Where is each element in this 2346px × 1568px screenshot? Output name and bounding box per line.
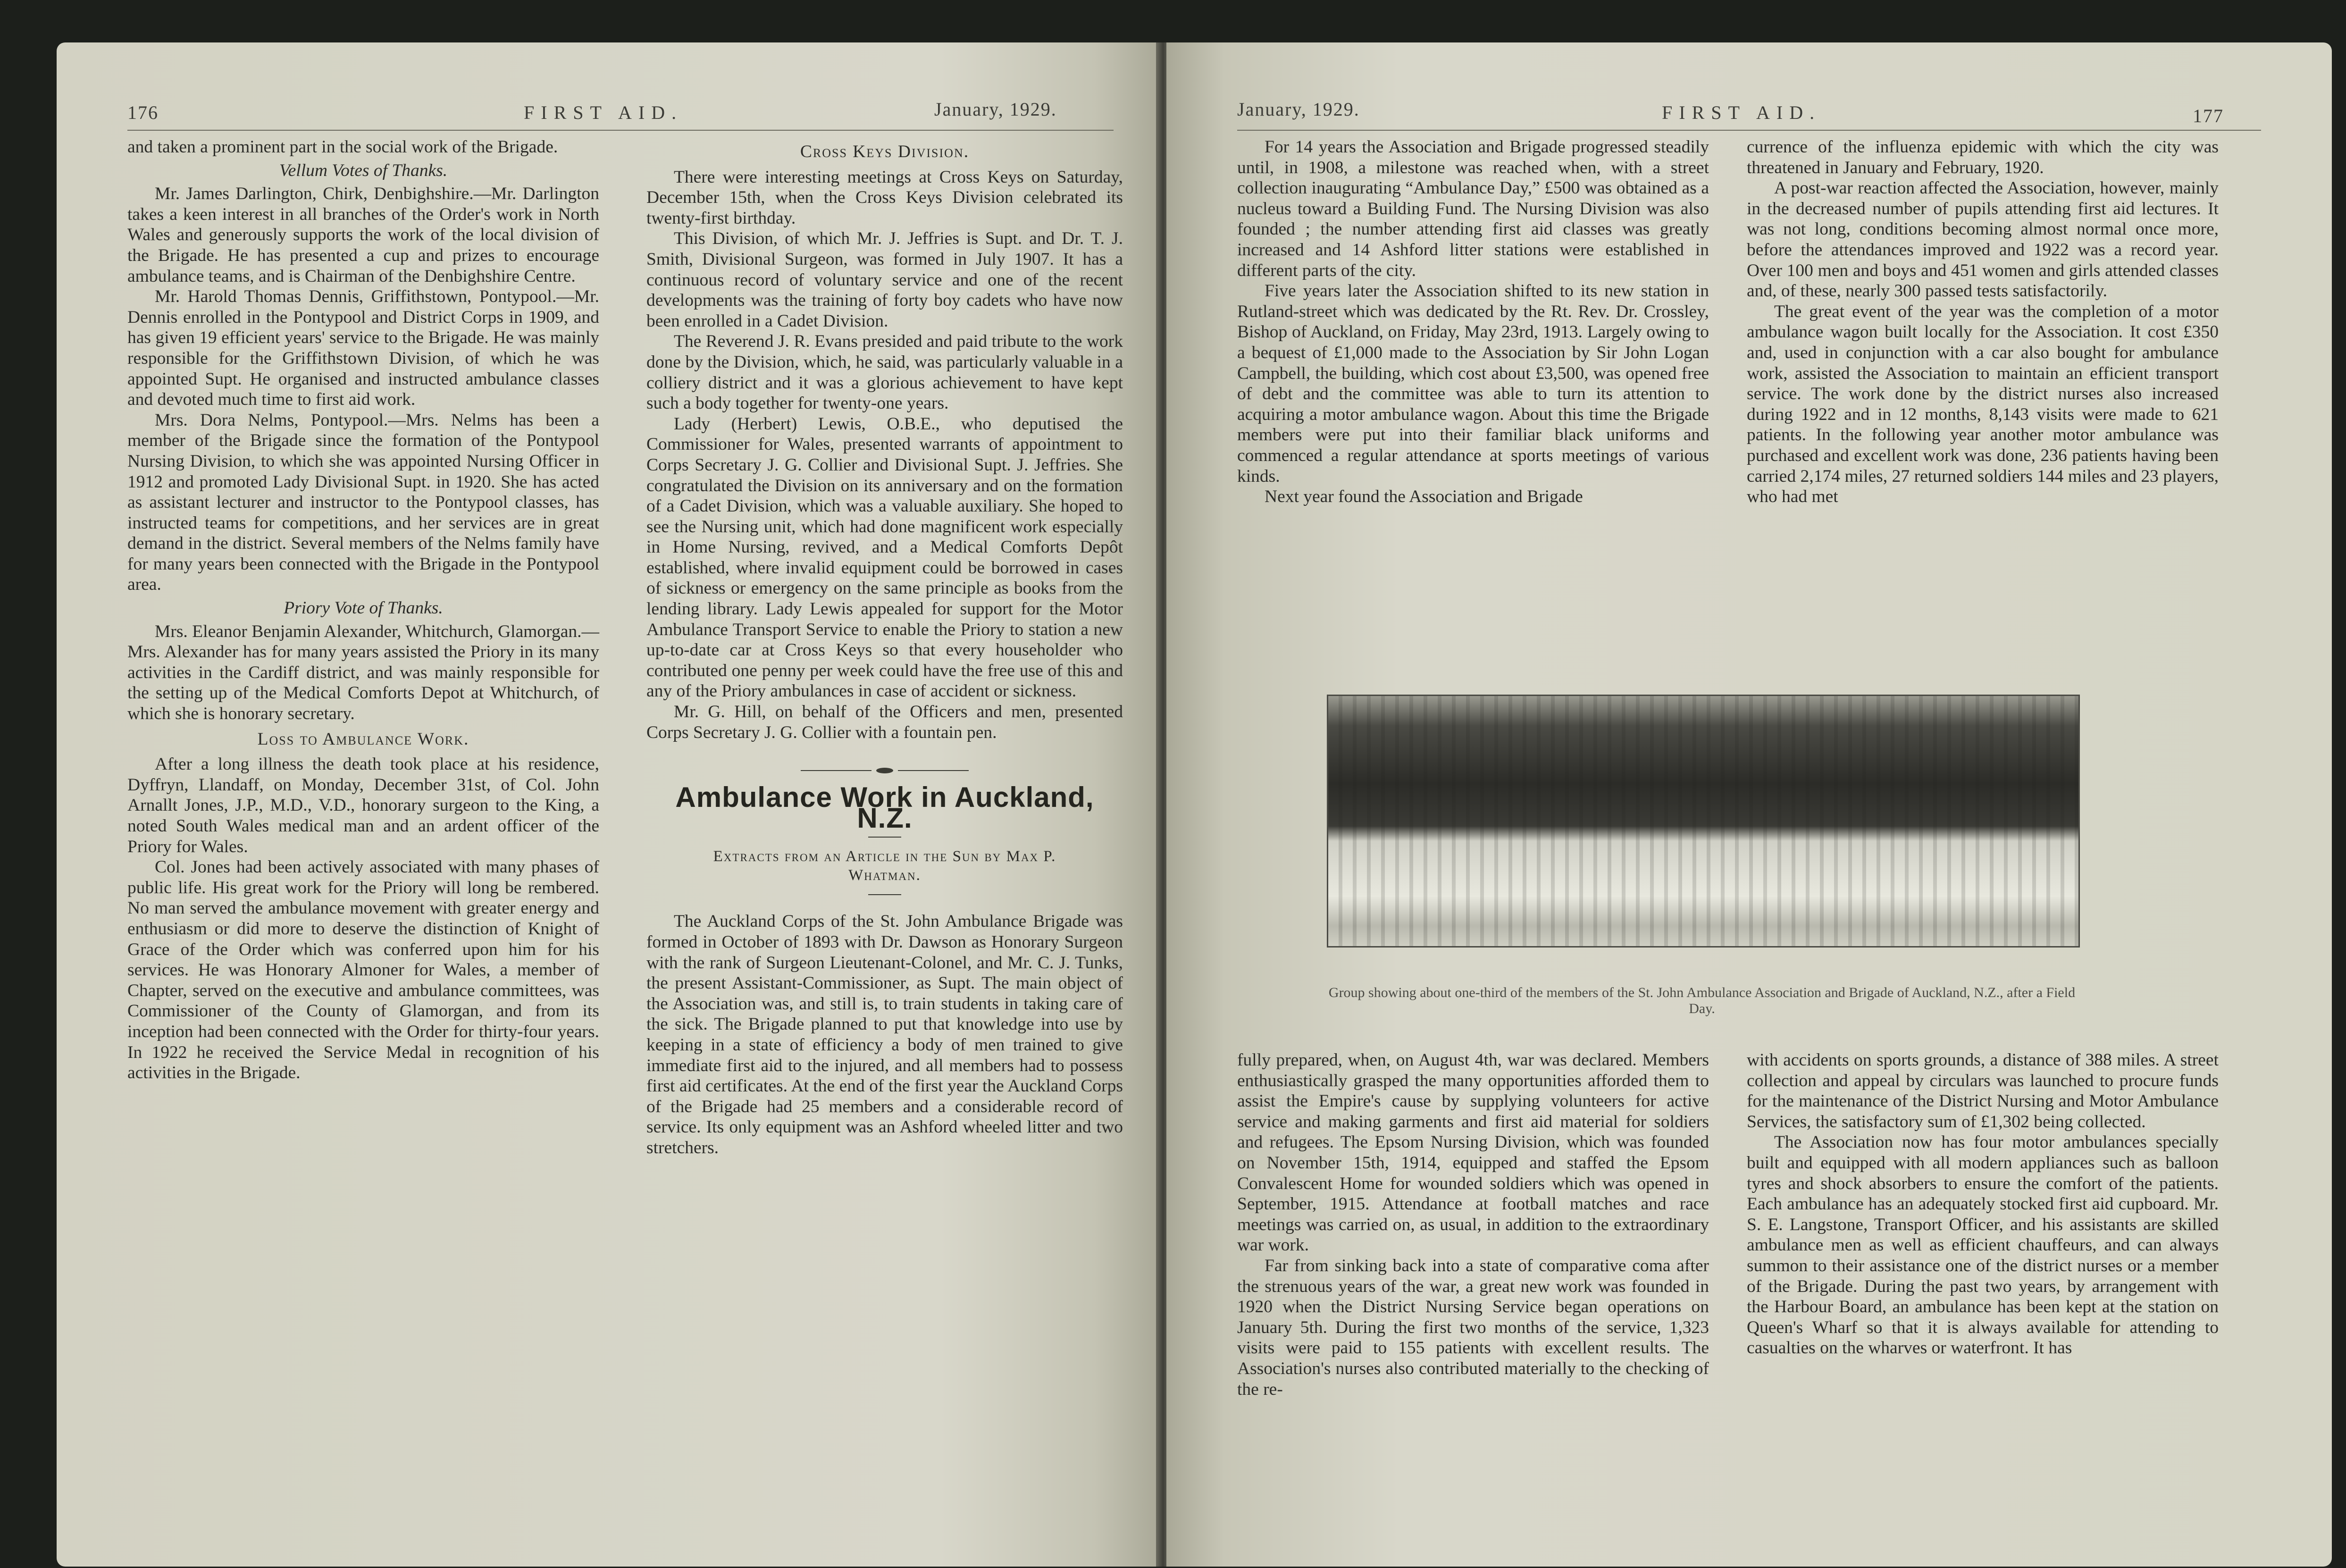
paragraph: Lady (Herbert) Lewis, O.B.E., who deputised the Commissioner for Wales, presented warrants of appointment to Corps Secretary J. G. Collier and Divisional Supt. J. Jeffries. She congratulated the Division on its anniversary and on the formation of a Cadet Division, which was a valuable auxiliary. She hoped to see the Nursing unit, which had done magnificent work especially in Home Nursing, revived, and a Medical Comforts Depôt established, where invalid equipment could be borrowed in cases of sickness or emergency on the same principle as books from the lending library. Lady Lewis appealed for support for the Motor Ambulance Transport Service to enable the Priory to station a new up-to-date car at Cross Keys so that every householder who contributed one penny per week could have the free use of this and any of the Priory ambulances in case of accident or sickness. bbox=[646, 414, 1123, 701]
header-rule bbox=[1237, 130, 2261, 131]
paragraph: and taken a prominent part in the social work of the Brigade. bbox=[127, 137, 558, 157]
group-photograph bbox=[1327, 695, 2080, 948]
section-subheading: Vellum Votes of Thanks. bbox=[279, 160, 448, 180]
paragraph: currence of the influenza epidemic with which the city was threatened in January and February, 1920. bbox=[1747, 137, 2219, 177]
paragraph: After a long illness the death took place at his residence, Dyffryn, Llandaff, on Monday, December 31st, of Col. John Arnallt Jones, J.P., M.D., V.D., honorary surgeon to the King, a noted South Wales medical man and an ardent officer of the Priory for Wales. bbox=[127, 755, 599, 856]
paragraph: This Division, of which Mr. J. Jeffries is Supt. and Dr. T. J. Smith, Divisional Surgeon, was formed in July 1907. It has a continuous record of voluntary service and one of the recent developments was the training of forty boy cadets who have now been enrolled in a Cadet Division. bbox=[646, 229, 1123, 331]
running-date: January, 1929. bbox=[1237, 99, 1360, 120]
article-byline: Extracts from an Article in the Sun by Max P. Whatman. bbox=[713, 848, 1056, 884]
left-page bbox=[57, 42, 1161, 1567]
paragraph: Mr. James Darlington, Chirk, Denbighshire.—Mr. Darlington takes a keen interest in all branches of the Order's work in North Wales and generously supports the work of the local division of the Brigade. He has presented a cup and prizes to encourage ambulance teams, and is Chairman of the Denbighshire Centre. bbox=[127, 184, 599, 286]
paragraph: Far from sinking back into a state of comparative coma after the strenuous years of the war, a great new work was founded in 1920 when the District Nursing Service began operations on January 5th. During the first two months of the service, 1,323 visits were paid to 155 patients with excellent results. The Association's nurses also contributed materially to the checking of the re- bbox=[1237, 1256, 1709, 1399]
photo-caption: Group showing about one-third of the members of the St. John Ambulance Association and Brigade of Auckland, N.Z., after a Field Day. bbox=[1328, 985, 2076, 1016]
running-date: January, 1929. bbox=[934, 99, 1057, 120]
paragraph: with accidents on sports grounds, a distance of 388 miles. A street collection and appeal by circulars was launched to procure funds for the maintenance of the District Nursing and Motor Ambulance Services, the satisfactory sum of £1,302 being collected. bbox=[1747, 1050, 2219, 1132]
left-column-2 bbox=[646, 137, 1123, 1158]
paragraph: For 14 years the Association and Brigade progressed steadily until, in 1908, a milestone was reached when, with a street collection inaugurating “Ambulance Day,” £500 was obtained as a nucleus toward a Building Fund. The Nursing Division was also founded ; the number attending first aid classes was greatly increased and 14 Ashford litter stations were established in different parts of the city. bbox=[1237, 137, 1709, 280]
right-column-1-bottom bbox=[1237, 1050, 1709, 1400]
article-heading: Ambulance Work in Auckland, N.Z. bbox=[675, 781, 1094, 834]
paragraph: Mrs. Eleanor Benjamin Alexander, Whitchurch, Glamorgan.—Mrs. Alexander has for many years assisted the Priory in its many activities in the Cardiff district, and was mainly responsible for the setting up of the Medical Comforts Depot at Whitchurch, of which she is honorary secretary. bbox=[127, 621, 599, 724]
paragraph: The great event of the year was the completion of a motor ambulance wagon built locally for the Association. It cost £350 and, used in conjunction with a car also bought for ambulance work, assisted the Association to maintain an efficient transport service. The work done by the district nurses also increased during 1922 and in 12 months, 8,143 visits were made to 621 patients. In the following year another motor ambulance was purchased and excellent work was done, 236 patients having been carried 2,174 miles, 27 returned soldiers 144 miles and 23 players, who had met bbox=[1747, 302, 2219, 507]
heading-rule bbox=[868, 837, 901, 838]
paragraph: There were interesting meetings at Cross Keys on Saturday, December 15th, when the Cross Keys Division celebrated its twenty-first birthday. bbox=[646, 167, 1123, 228]
paragraph: Mr. Harold Thomas Dennis, Griffithstown, Pontypool.—Mr. Dennis enrolled in the Pontypool and District Corps in 1909, and has given 19 efficient years' service to the Brigade. He was mainly responsible for the Griffithstown Division, of which he was appointed Supt. He organised and instructed ambulance classes and devoted much time to first aid work. bbox=[127, 287, 599, 410]
section-subheading: Loss to Ambulance Work. bbox=[257, 729, 469, 749]
right-column-2-top bbox=[1747, 137, 2219, 507]
paragraph: A post-war reaction affected the Association, however, mainly in the decreased number of pupils attending first aid lectures. It was not long, conditions becoming almost normal once more, before the attendances improved and 1922 was a record year. Over 100 men and boys and 451 women and girls attended classes and, of these, nearly 300 passed tests satisfactorily. bbox=[1747, 178, 2219, 301]
running-title: FIRST AID. bbox=[1662, 102, 1821, 123]
paragraph: The Association now has four motor ambulances specially built and equipped with all modern appliances such as balloon tyres and shock absorbers to ensure the comfort of the patients. Each ambulance has an adequately stocked first aid cupboard. Mr. S. E. Langstone, Transport Officer, and his assistants are skilled ambulance men as well as efficient chauffeurs, and can always summon to their assistance one of the district nurses or a member of the Brigade. During the past two years, by arrangement with the Harbour Board, an ambulance has been kept at the station on Queen's Wharf so that it is always available for attending to casualties on the wharves or waterfront. It has bbox=[1747, 1132, 2219, 1358]
paragraph: fully prepared, when, on August 4th, war was declared. Members enthusiastically grasped the many opportunities afforded them to assist the Empire's cause by supplying volunteers for active service and making garments and first aid material for soldiers and refugees. The Epsom Nursing Division, which was founded on November 15th, 1914, equipped and staffed the Epsom Convalescent Home for wounded soldiers which was opened in September, 1915. Attendance at football matches and race meetings was carried on, as usual, in addition to the extraordinary war work. bbox=[1237, 1050, 1709, 1255]
magazine-spread bbox=[57, 42, 2346, 1567]
page-number: 177 bbox=[2193, 105, 2224, 126]
paragraph: Mr. G. Hill, on behalf of the Officers and men, presented Corps Secretary J. G. Collier with a fountain pen. bbox=[646, 702, 1123, 742]
header-rule bbox=[127, 130, 1114, 131]
paragraph: The Auckland Corps of the St. John Ambulance Brigade was formed in October of 1893 with Dr. Dawson as Honorary Surgeon with the rank of Surgeon Lieutenant-Colonel, and Mr. C. J. Tunks, the present Assistant-Commissioner, as Supt. The main object of the Association was, and still is, to train students in taking care of the sick. The Brigade planned to put that knowledge into use by keeping in a state of efficiency a body of men trained to give immediate first aid to the injured, and all members had to possess first aid certificates. At the end of the first year the Auckland Corps of the Brigade had 25 members and a considerable record of service. Its only equipment was an Ashford wheeled litter and two stretchers. bbox=[646, 912, 1123, 1157]
left-column-1 bbox=[127, 137, 599, 1083]
paragraph: The Reverend J. R. Evans presided and paid tribute to the work done by the Division, which, he said, was particularly valuable in a colliery district and it was a glorious achievement to have kept such a body together for twenty-one years. bbox=[646, 332, 1123, 413]
running-title: FIRST AID. bbox=[524, 102, 683, 123]
section-subheading: Cross Keys Division. bbox=[800, 142, 970, 161]
paragraph: Five years later the Association shifted to its new station in Rutland-street which was dedicated by the Rt. Rev. Dr. Crossley, Bishop of Auckland, on Friday, May 23rd, 1913. Largely owing to a bequest of £1,000 made to the Association by Sir John Logan Campbell, the building, which cost about £3,500, was opened free of debt and the committee was able to turn its attention to acquiring a motor ambulance wagon. About this time the Brigade members were put into their familiar black uniforms and commenced a regular attendance at sports meetings of various kinds. bbox=[1237, 281, 1709, 486]
paragraph: Mrs. Dora Nelms, Pontypool.—Mrs. Nelms has been a member of the Brigade since the formation of the Pontypool Nursing Division, to which she was appointed Nursing Officer in 1912 and promoted Lady Divisional Supt. in 1920. She has acted as assistant lecturer and instructor to the Pontypool classes, has instructed teams for competitions, and her services are in great demand in the district. Several members of the Nelms family have for many years been connected with the Brigade in the Pontypool area. bbox=[127, 410, 599, 595]
right-column-1-top bbox=[1237, 137, 1709, 507]
section-subheading: Priory Vote of Thanks. bbox=[284, 598, 443, 618]
page-number: 176 bbox=[127, 102, 159, 123]
paragraph: Col. Jones had been actively associated with many phases of public life. His great work for the Priory will long be rembered. No man served the ambulance movement with greater energy and enthusiasm or did more to deserve the distinction of Knight of Grace of the Order which was conferred upon him for his services. He was Honorary Almoner for Wales, a member of Chapter, served on the executive and ambulance committees, was Commissioner of the County of Glamorgan, and from its inception had been connected with the Order for thirty-four years. In 1922 he received the Service Medal in recognition of his activities in the Brigade. bbox=[127, 857, 599, 1083]
right-column-2-bottom bbox=[1747, 1050, 2219, 1358]
ornament-divider bbox=[646, 759, 1123, 768]
paragraph: Next year found the Association and Brigade bbox=[1265, 487, 1583, 507]
byline-rule bbox=[868, 894, 901, 895]
